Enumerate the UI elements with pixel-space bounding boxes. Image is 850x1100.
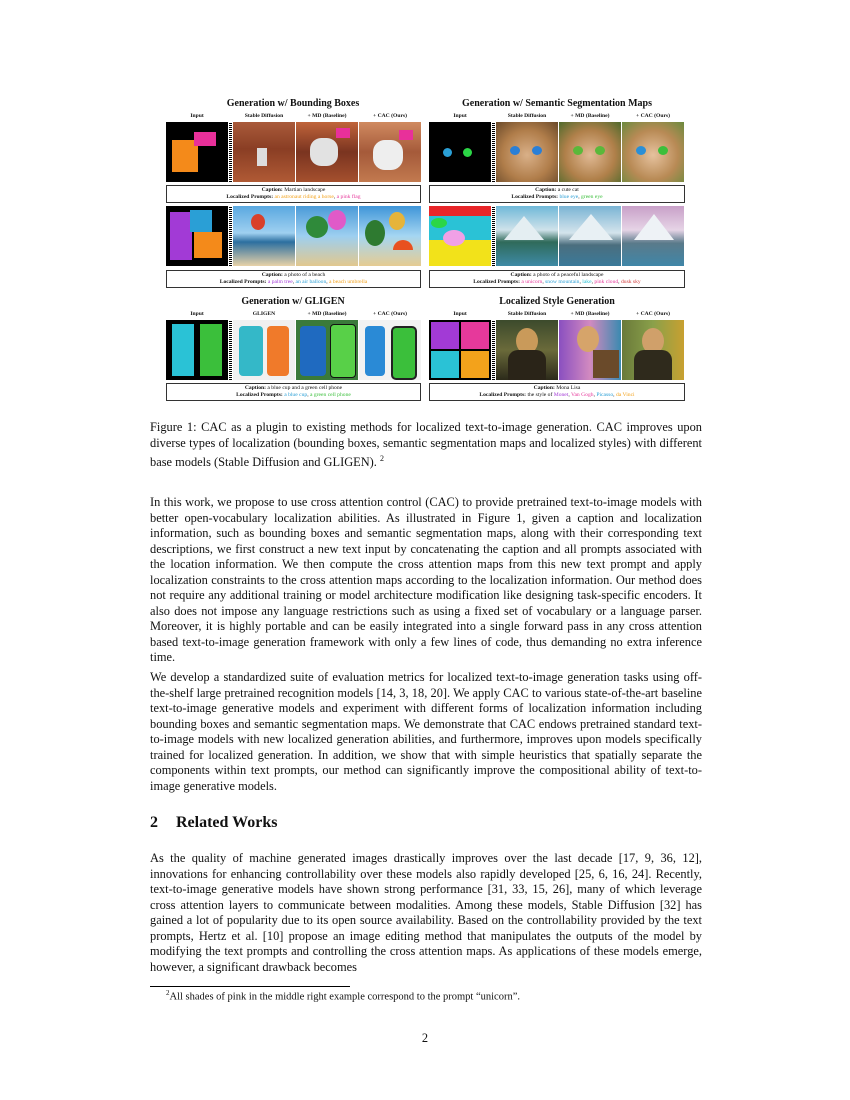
localized-prompt: da Vinci <box>615 392 635 398</box>
localized-prompt: blue eye <box>559 194 579 200</box>
example-caption-box: Caption: a blue cup and a green cell phone Localized Prompts: a blue cup, a green cell phone <box>166 383 421 401</box>
localized-prompt: an air balloon <box>295 279 327 285</box>
figure-caption <box>150 420 702 471</box>
column-label-input: Input <box>453 113 467 119</box>
localized-prompt: a unicorn <box>521 279 543 285</box>
localized-prompt: , <box>568 392 572 398</box>
localized-prompt: , <box>618 279 621 285</box>
divider <box>492 206 495 266</box>
example-caption-box: Caption: Martian landscape Localized Prompts: an astronaut riding a horse, a pink flag <box>166 185 421 203</box>
panel-title: Localized Style Generation <box>499 296 615 307</box>
generated-image <box>359 206 421 266</box>
input-layout-image <box>166 122 228 182</box>
generated-image <box>622 122 684 182</box>
column-label-sd: Stable Diffusion <box>507 311 547 317</box>
column-label-cac: + CAC (Ours) <box>373 113 407 119</box>
divider <box>229 320 232 380</box>
localized-prompt: , <box>292 279 296 285</box>
example-caption-box: Caption: a cute cat Localized Prompts: blue eye, green eye <box>429 185 685 203</box>
localized-prompt: Monet <box>553 392 569 398</box>
localized-prompt: dusk sky <box>620 279 641 285</box>
generated-image <box>233 320 295 380</box>
localized-prompt: , <box>326 279 330 285</box>
localized-prompt: a blue cup <box>284 392 308 398</box>
divider <box>229 206 232 266</box>
generated-image <box>233 122 295 182</box>
panel-segmentation-maps <box>429 98 685 291</box>
column-label-input: Input <box>190 113 204 119</box>
localized-prompt: Picasso <box>596 392 614 398</box>
generated-image <box>496 206 558 266</box>
column-label-cac: + CAC (Ours) <box>636 311 670 317</box>
panel-title: Generation w/ Bounding Boxes <box>226 98 360 109</box>
localized-prompt: Van Gogh <box>571 392 594 398</box>
footnote-text: All shades of pink in the middle right example correspond to the prompt “unicorn”. <box>169 991 520 1003</box>
localized-prompt: lake <box>582 279 592 285</box>
example-caption-box: Caption: Mona Lisa Localized Prompts: the style of Monet, Van Gogh, Picasso, da Vinci <box>429 383 685 401</box>
column-label-sd: Stable Diffusion <box>244 113 284 119</box>
localized-prompt: , <box>591 279 595 285</box>
column-label-input: Input <box>190 311 204 317</box>
localized-prompt: , <box>613 392 616 398</box>
localized-prompt: , <box>542 279 546 285</box>
figure-caption-text: Figure 1: CAC as a plugin to existing methods for localized text-to-image generation. CAC improves upon diverse types of localization (bounding boxes, semantic segmentation maps and localized styles) with different base models (Stable Diffusion and GLIGEN). <box>150 420 702 470</box>
section-title: Related Works <box>176 814 278 831</box>
localized-prompt: , <box>578 194 582 200</box>
body-paragraph: As the quality of machine generated images drastically improves over the last decade [17, 9, 36, 12], innovations for enhancing controllability over these models also rapidly developed [25, 6, 16, 24]. Recently, text-to-image generative models have shown strong performance [31, 33, 15, 26], many of which leverage cross attention layers to communicate between modalities. Among these models, Stable Diffusion [32] has gained a lot of popularity due to its open source availability. Based on the controllability provided by the text prompts, Hertz et al. [10] propose an image editing method that manipulates the outputs of the model by modifying the text prompts and controlling the cross attention maps. As applications of these models emerge, however, a significant drawback becomes <box>150 851 702 974</box>
footnote-mark: 2 <box>166 989 170 997</box>
localized-prompt: a green cell phone <box>310 392 351 398</box>
generated-image <box>233 206 295 266</box>
panel-gligen <box>166 296 420 404</box>
column-label-sd: Stable Diffusion <box>507 113 547 119</box>
generated-image <box>496 122 558 182</box>
generated-image <box>296 320 358 380</box>
generated-image <box>622 320 684 380</box>
generated-image <box>559 122 621 182</box>
generated-image <box>496 320 558 380</box>
column-label-cac: + CAC (Ours) <box>636 113 670 119</box>
panel-title: Generation w/ Semantic Segmentation Maps <box>462 98 652 109</box>
generated-image <box>359 320 421 380</box>
section-number: 2 <box>150 814 158 831</box>
localized-prompt: a beach umbrella <box>329 279 368 285</box>
localized-prompt: a palm tree <box>267 279 293 285</box>
divider <box>492 320 495 380</box>
input-layout-image <box>429 320 491 380</box>
generated-image <box>296 122 358 182</box>
localized-prompt: an astronaut riding a horse <box>274 194 334 200</box>
footnote <box>166 989 520 1003</box>
column-label-md: + MD (Baseline) <box>570 311 610 317</box>
localized-prompt: the style of <box>527 392 554 398</box>
divider <box>229 122 232 182</box>
generated-image <box>559 206 621 266</box>
footnote-divider <box>150 986 350 987</box>
input-layout-image <box>166 206 228 266</box>
panel-title: Generation w/ GLIGEN <box>241 296 345 307</box>
page-number: 2 <box>421 1031 429 1045</box>
localized-prompt: green eye <box>581 194 603 200</box>
column-label-gligen: GLIGEN <box>252 311 276 317</box>
generated-image <box>622 206 684 266</box>
localized-prompt: , <box>307 392 310 398</box>
footnote-reference[interactable]: 2 <box>380 454 384 463</box>
localized-prompt: , <box>579 279 583 285</box>
body-paragraph: In this work, we propose to use cross attention control (CAC) to provide pretrained text-to-image models with better open-vocabulary localization abilities. As illustrated in Figure 1, given a caption and localization information, such as bounding boxes and semantic segmentation maps, along with their corresponding text descriptions, we first construct a new text input by concatenating the caption and all prompts associated with the location information. We then compute the cross attention maps from this new text prompt and apply localization constraints to the cross attention maps according to the localization information. Our method does not require any additional training or model architecture modification like designing task-specific encoders. It also does not impose any language restrictions such as using a fixed set of vocabulary or a language parser. Moreover, it is highly portable and can be easily integrated into a single forward pass in any cross attention based text-to-image generation framework with only a few lines of code, thus demanding no extra inference time. <box>150 495 702 664</box>
localized-prompt: , <box>333 194 337 200</box>
input-segmentation-map <box>429 122 491 182</box>
divider <box>492 122 495 182</box>
example-caption-box: Caption: a photo of a beach Localized Prompts: a palm tree, an air balloon, a beach umbrella <box>166 270 421 288</box>
column-label-md: + MD (Baseline) <box>307 311 347 317</box>
input-layout-image <box>166 320 228 380</box>
example-caption-box: Caption: a photo of a peaceful landscape Localized Prompts: a unicorn, snow mountain, lake, pink cloud, dusk sky <box>429 270 685 288</box>
column-label-cac: + CAC (Ours) <box>373 311 407 317</box>
localized-prompt: a pink flag <box>336 194 361 200</box>
localized-prompt: snow mountain <box>545 279 580 285</box>
generated-image <box>559 320 621 380</box>
localized-prompt: pink cloud <box>594 279 619 285</box>
column-label-input: Input <box>453 311 467 317</box>
input-segmentation-map <box>429 206 491 266</box>
column-label-md: + MD (Baseline) <box>307 113 347 119</box>
panel-localized-style <box>429 296 685 404</box>
panel-bounding-boxes <box>166 98 420 291</box>
section-heading <box>150 814 277 832</box>
generated-image <box>359 122 421 182</box>
generated-image <box>296 206 358 266</box>
column-label-md: + MD (Baseline) <box>570 113 610 119</box>
localized-prompt: , <box>593 392 597 398</box>
body-paragraph: We develop a standardized suite of evaluation metrics for localized text-to-image generation tasks using off-the-shelf large pretrained recognition models [14, 3, 18, 20]. We apply CAC to various state-of-the-art baseline text-to-image generative models and experiment with different forms of localization information including bounding boxes and semantic segmentation maps. We demonstrate that CAC endows pretrained standard text-to-image models with new localized generation abilities, and furthermore, improves upon models specifically trained for localized generation. In addition, we show that with simple heuristics that spatially separate the components within text prompts, our method can significantly improve the compositional ability of text-to-image generative models. <box>150 670 702 793</box>
